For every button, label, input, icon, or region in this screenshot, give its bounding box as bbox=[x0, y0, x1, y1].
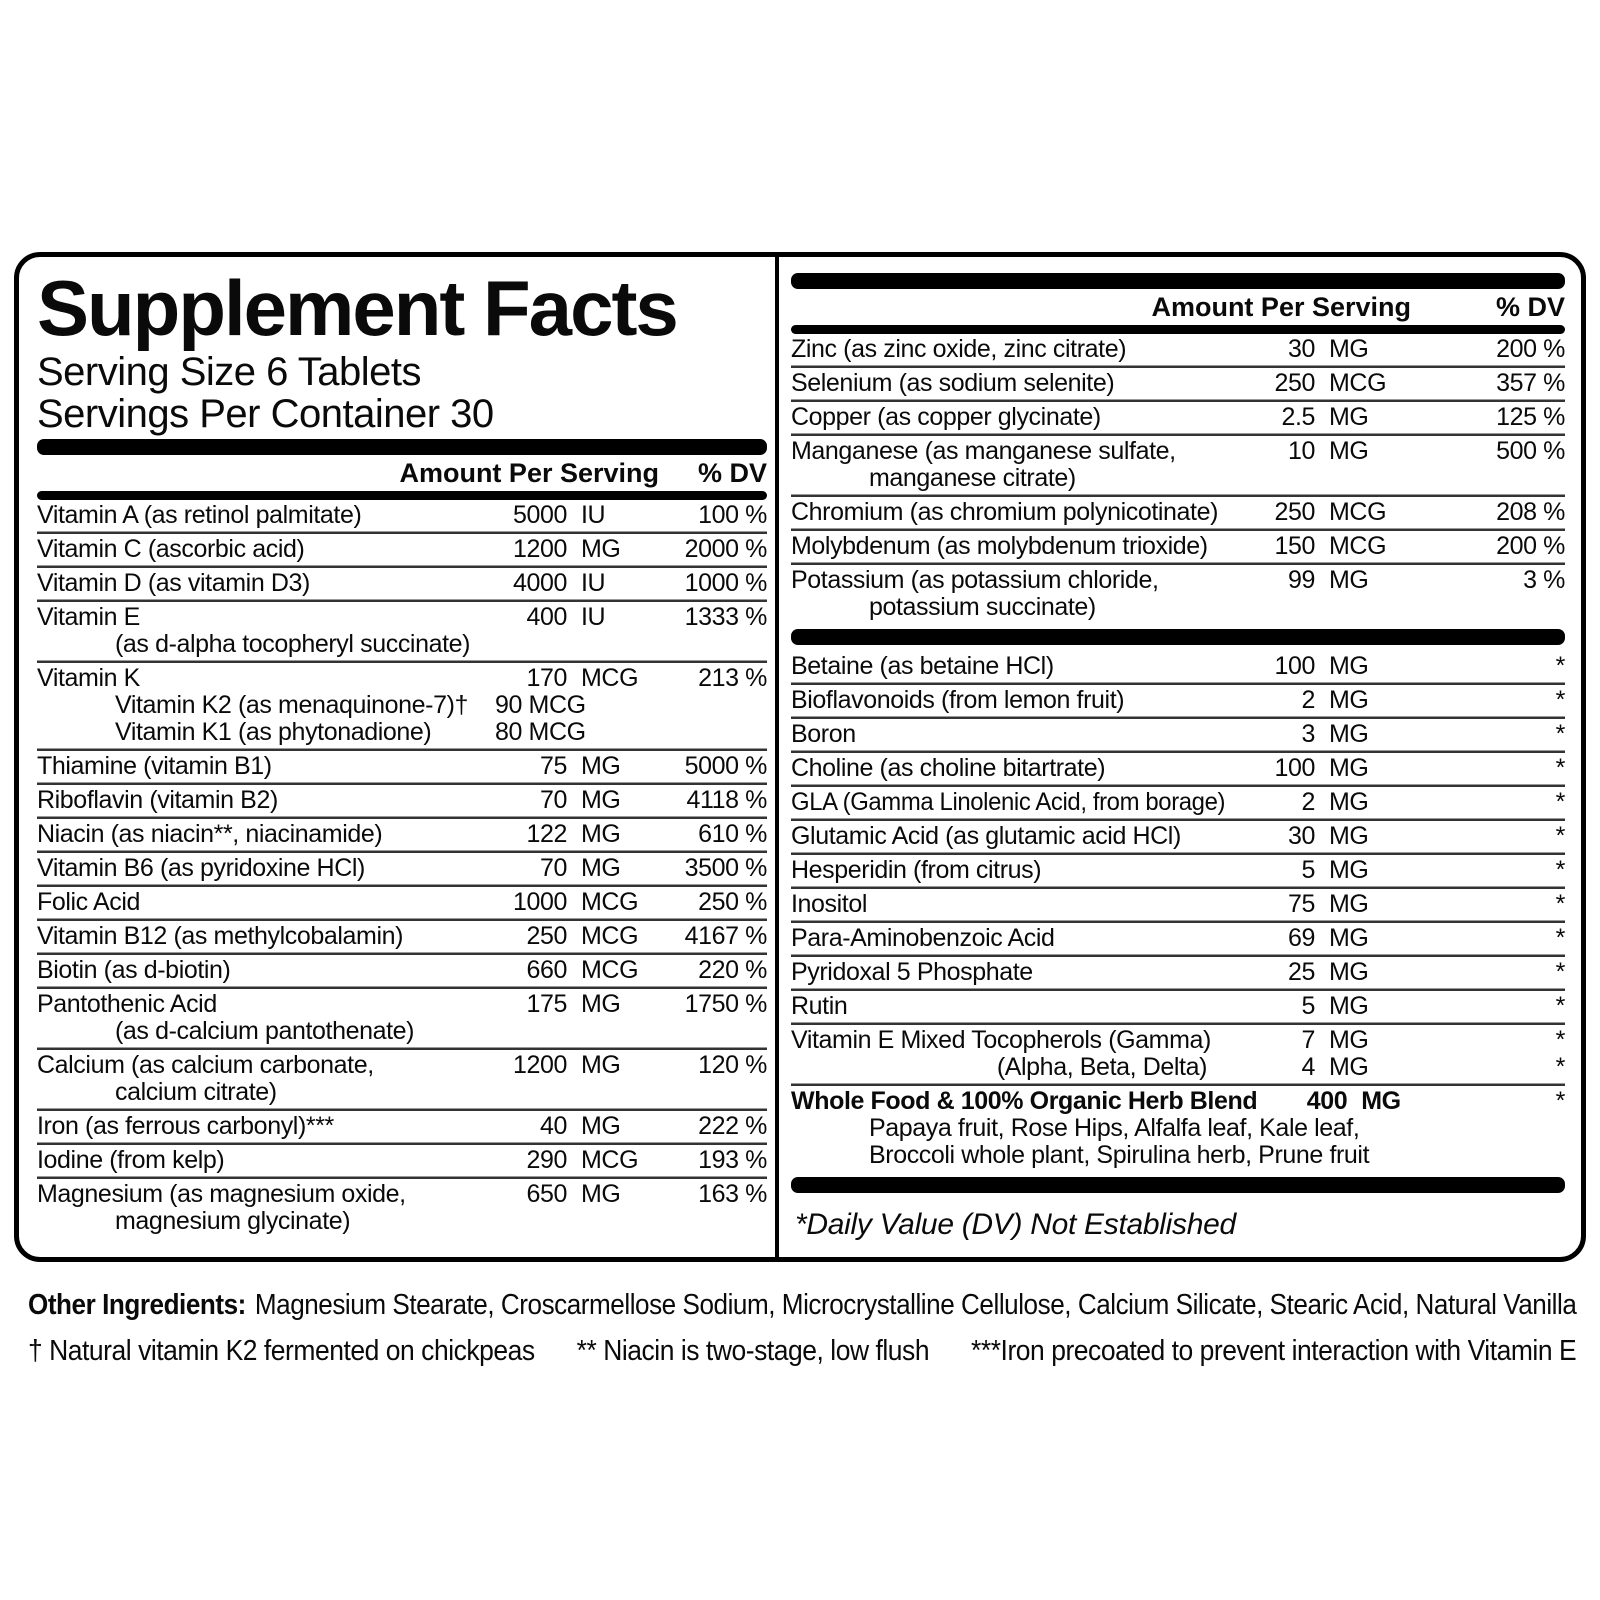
nutrient-amount: 290 bbox=[526, 1146, 567, 1174]
section-bar-thick bbox=[791, 273, 1565, 289]
nutrient-line bbox=[37, 923, 767, 950]
nutrient-name: Pantothenic Acid bbox=[37, 990, 217, 1018]
nutrient-dv: 2000 % bbox=[684, 535, 767, 563]
nutrient-row bbox=[791, 651, 1565, 682]
nutrient-line bbox=[37, 536, 767, 563]
nutrient-row bbox=[791, 957, 1565, 988]
nutrient-line bbox=[791, 891, 1565, 918]
left-column bbox=[19, 257, 775, 1257]
section-bar-thick bbox=[791, 629, 1565, 645]
dagger-footnote: † Natural vitamin K2 fermented on chickpeas bbox=[28, 1335, 535, 1367]
nutrient-line bbox=[37, 604, 767, 631]
nutrient-unit: MG bbox=[1361, 1087, 1401, 1115]
nutrient-line bbox=[791, 687, 1565, 714]
nutrient-amount: 1200 bbox=[512, 535, 567, 563]
nutrient-row bbox=[791, 991, 1565, 1022]
sub-nutrient-amount: 90 MCG bbox=[495, 691, 586, 719]
nutrient-name: Iodine (from kelp) bbox=[37, 1146, 225, 1174]
other-ingredients-label: Other Ingredients: bbox=[28, 1289, 246, 1321]
nutrient-row bbox=[37, 1145, 767, 1176]
nutrient-dv: * bbox=[1555, 992, 1565, 1020]
nutrient-row bbox=[37, 785, 767, 816]
nutrient-amount: 400 bbox=[1306, 1087, 1348, 1115]
nutrient-dv: 610 % bbox=[698, 820, 767, 848]
nutrient-row bbox=[791, 855, 1565, 886]
nutrient-row bbox=[37, 1111, 767, 1142]
symbol-footnotes-line bbox=[28, 1334, 1577, 1368]
nutrient-amount: 660 bbox=[526, 956, 567, 984]
nutrient-line bbox=[37, 1181, 767, 1208]
nutrient-unit: MG bbox=[581, 1112, 621, 1140]
nutrient-dv: * bbox=[1555, 788, 1565, 816]
nutrient-name: Copper (as copper glycinate) bbox=[791, 403, 1101, 431]
nutrient-line bbox=[791, 336, 1565, 363]
nutrient-amount: 100 bbox=[1274, 652, 1315, 680]
nutrient-unit: MG bbox=[581, 535, 621, 563]
nutrient-unit: MG bbox=[1329, 788, 1369, 816]
nutrient-row bbox=[791, 402, 1565, 433]
nutrient-line bbox=[37, 502, 767, 529]
nutrient-amount: 75 bbox=[539, 752, 567, 780]
nutrient-unit: MG bbox=[581, 854, 621, 882]
nutrient-name: Choline (as choline bitartrate) bbox=[791, 754, 1106, 782]
nutrient-dv: * bbox=[1555, 822, 1565, 850]
nutrient-line bbox=[791, 370, 1565, 397]
nutrient-row bbox=[791, 497, 1565, 528]
nutrient-name-continued: calcium citrate) bbox=[115, 1078, 277, 1106]
nutrient-name: Magnesium (as magnesium oxide, bbox=[37, 1180, 406, 1208]
nutrient-name: Hesperidin (from citrus) bbox=[791, 856, 1042, 884]
nutrient-line bbox=[37, 1052, 767, 1079]
nutrient-line bbox=[791, 925, 1565, 952]
nutrient-row bbox=[37, 887, 767, 918]
nutrient-row bbox=[791, 685, 1565, 716]
nutrient-name: Vitamin K bbox=[37, 664, 140, 692]
nutrient-dv: * bbox=[1555, 890, 1565, 918]
nutrient-name: Rutin bbox=[791, 992, 848, 1020]
nutrient-name: Vitamin D (as vitamin D3) bbox=[37, 569, 310, 597]
nutrient-amount: 70 bbox=[539, 786, 567, 814]
nutrient-unit: MCG bbox=[581, 922, 639, 950]
nutrient-row bbox=[37, 819, 767, 850]
nutrient-name: Zinc (as zinc oxide, zinc citrate) bbox=[791, 335, 1127, 363]
nutrient-amount: 250 bbox=[1274, 498, 1315, 526]
nutrient-amount: 99 bbox=[1287, 566, 1315, 594]
other-ingredients-text: Magnesium Stearate, Croscarmellose Sodium, Microcrystalline Cellulose, Calcium Silicate, Stearic Acid, Natural Vanilla bbox=[254, 1289, 1577, 1321]
nutrient-dv: 1333 % bbox=[684, 603, 767, 631]
nutrient-line bbox=[791, 1054, 1565, 1081]
nutrient-row bbox=[791, 719, 1565, 750]
nutrient-dv: 357 % bbox=[1496, 369, 1565, 397]
nutrient-row bbox=[37, 921, 767, 952]
nutrient-amount: 150 bbox=[1274, 532, 1315, 560]
nutrient-name: Inositol bbox=[791, 890, 868, 918]
nutrient-name: Boron bbox=[791, 720, 856, 748]
nutrient-row bbox=[791, 923, 1565, 954]
nutrient-unit: MG bbox=[1329, 822, 1369, 850]
nutrient-dv: 125 % bbox=[1496, 403, 1565, 431]
nutrient-name: Biotin (as d-biotin) bbox=[37, 956, 231, 984]
nutrient-line bbox=[37, 889, 767, 916]
nutrient-dv: 222 % bbox=[698, 1112, 767, 1140]
nutrient-dv: 3 % bbox=[1523, 566, 1565, 594]
nutrient-amount: 40 bbox=[539, 1112, 567, 1140]
nutrient-amount: 25 bbox=[1287, 958, 1315, 986]
nutrient-unit: MG bbox=[1329, 403, 1369, 431]
nutrient-unit: MCG bbox=[581, 664, 639, 692]
nutrient-line-continued bbox=[37, 1208, 767, 1235]
right-column bbox=[779, 257, 1581, 1257]
nutrient-line bbox=[791, 959, 1565, 986]
nutrient-line bbox=[791, 857, 1565, 884]
nutrient-amount: 122 bbox=[526, 820, 567, 848]
nutrient-line-continued bbox=[37, 1018, 767, 1045]
nutrient-line-continued bbox=[791, 594, 1565, 621]
nutrient-dv: * bbox=[1555, 1053, 1565, 1081]
nutrient-name: Molybdenum (as molybdenum trioxide) bbox=[791, 532, 1208, 560]
nutrient-row bbox=[37, 955, 767, 986]
supplement-facts-panel bbox=[14, 252, 1586, 1262]
nutrient-line bbox=[37, 570, 767, 597]
nutrient-name: Potassium (as potassium chloride, bbox=[791, 566, 1159, 594]
nutrient-unit: MCG bbox=[1329, 498, 1387, 526]
nutrient-name: Calcium (as calcium carbonate, bbox=[37, 1051, 374, 1079]
nutrient-row bbox=[791, 334, 1565, 365]
nutrient-unit: MG bbox=[1329, 686, 1369, 714]
nutrient-name: Thiamine (vitamin B1) bbox=[37, 752, 272, 780]
nutrient-name: Iron (as ferrous carbonyl)*** bbox=[37, 1112, 334, 1140]
section-bar-thick bbox=[37, 439, 767, 455]
nutrient-amount: 250 bbox=[526, 922, 567, 950]
nutrient-amount: 250 bbox=[1274, 369, 1315, 397]
nutrient-unit: MG bbox=[581, 1180, 621, 1208]
nutrient-dv: 1000 % bbox=[684, 569, 767, 597]
nutrient-name-continued: (as d-calcium pantothenate) bbox=[115, 1017, 415, 1045]
nutrient-unit: MG bbox=[581, 990, 621, 1018]
nutrient-unit: MCG bbox=[581, 956, 639, 984]
nutrient-line bbox=[37, 855, 767, 882]
nutrient-line bbox=[791, 721, 1565, 748]
nutrient-amount: 5 bbox=[1301, 856, 1315, 884]
nutrient-line-continued bbox=[791, 1142, 1565, 1169]
nutrient-row bbox=[791, 368, 1565, 399]
nutrient-row bbox=[791, 565, 1565, 623]
nutrient-row bbox=[37, 751, 767, 782]
nutrient-name: Vitamin E bbox=[37, 603, 140, 631]
nutrient-amount: 75 bbox=[1287, 890, 1315, 918]
nutrient-line bbox=[37, 1113, 767, 1140]
nutrient-name: Para-Aminobenzoic Acid bbox=[791, 924, 1055, 952]
nutrient-name: Vitamin E Mixed Tocopherols (Gamma) bbox=[791, 1026, 1211, 1054]
nutrient-name-continued: (as d-alpha tocopheryl succinate) bbox=[115, 630, 471, 658]
nutrient-line bbox=[791, 653, 1565, 680]
nutrient-line-continued bbox=[37, 1079, 767, 1106]
nutrient-row bbox=[791, 531, 1565, 562]
nutrient-dv: * bbox=[1555, 856, 1565, 884]
nutrient-line bbox=[791, 438, 1565, 465]
sub-nutrient-name: Vitamin K2 (as menaquinone-7)† bbox=[115, 691, 469, 719]
sub-nutrient-amount: 80 MCG bbox=[495, 718, 586, 746]
nutrient-dv: 200 % bbox=[1496, 532, 1565, 560]
nutrient-amount: 7 bbox=[1301, 1026, 1315, 1054]
nutrient-row bbox=[791, 889, 1565, 920]
nutrient-dv: 500 % bbox=[1496, 437, 1565, 465]
nutrient-name: Vitamin B12 (as methylcobalamin) bbox=[37, 922, 404, 950]
nutrient-amount: 4 bbox=[1301, 1053, 1315, 1081]
nutrient-row bbox=[37, 663, 767, 748]
nutrient-dv: * bbox=[1555, 1026, 1565, 1054]
nutrient-unit: MG bbox=[1329, 958, 1369, 986]
footnotes bbox=[28, 1288, 1576, 1368]
nutrient-name: Selenium (as sodium selenite) bbox=[791, 369, 1115, 397]
nutrient-line-continued bbox=[791, 465, 1565, 492]
nutrient-unit: MG bbox=[1329, 437, 1369, 465]
nutrient-row bbox=[791, 753, 1565, 784]
left-nutrient-rows bbox=[37, 500, 767, 1237]
nutrient-row bbox=[37, 534, 767, 565]
nutrient-name: Chromium (as chromium polynicotinate) bbox=[791, 498, 1219, 526]
nutrient-dv: * bbox=[1555, 1087, 1565, 1115]
sub-nutrient-name: Vitamin K1 (as phytonadione) bbox=[115, 718, 432, 746]
nutrient-amount: 100 bbox=[1274, 754, 1315, 782]
nutrient-unit: MG bbox=[581, 1051, 621, 1079]
nutrient-unit: IU bbox=[581, 603, 606, 631]
nutrient-amount: 4000 bbox=[512, 569, 567, 597]
nutrient-row bbox=[37, 1050, 767, 1108]
nutrient-dv: 120 % bbox=[698, 1051, 767, 1079]
nutrient-amount: 2 bbox=[1301, 686, 1315, 714]
panel-title: Supplement Facts bbox=[37, 264, 677, 352]
nutrient-line bbox=[791, 533, 1565, 560]
nutrient-row bbox=[791, 436, 1565, 494]
nutrient-line bbox=[791, 1088, 1565, 1115]
nutrient-name: Riboflavin (vitamin B2) bbox=[37, 786, 278, 814]
nutrient-dv: 220 % bbox=[698, 956, 767, 984]
nutrient-amount: 650 bbox=[526, 1180, 567, 1208]
nutrient-dv: * bbox=[1555, 958, 1565, 986]
nutrient-name-continued: manganese citrate) bbox=[869, 464, 1076, 492]
nutrient-line-continued bbox=[37, 631, 767, 658]
nutrient-line bbox=[791, 823, 1565, 850]
nutrient-unit: MG bbox=[1329, 856, 1369, 884]
nutrient-line bbox=[791, 499, 1565, 526]
nutrient-unit: MG bbox=[581, 820, 621, 848]
nutrient-dv: 100 % bbox=[698, 501, 767, 529]
nutrient-amount: 30 bbox=[1287, 822, 1315, 850]
column-headers bbox=[791, 289, 1565, 325]
nutrient-name: Niacin (as niacin**, niacinamide) bbox=[37, 820, 383, 848]
nutrient-amount: 175 bbox=[526, 990, 567, 1018]
nutrient-unit: MCG bbox=[1329, 532, 1387, 560]
nutrient-dv: 208 % bbox=[1496, 498, 1565, 526]
nutrient-amount: 400 bbox=[526, 603, 567, 631]
serving-size: Serving Size 6 Tablets bbox=[37, 350, 422, 394]
nutrient-name-continued: magnesium glycinate) bbox=[115, 1207, 351, 1235]
nutrient-row bbox=[791, 1086, 1565, 1171]
nutrient-line bbox=[37, 753, 767, 780]
other-ingredients-line bbox=[28, 1288, 1577, 1322]
nutrient-amount: 2.5 bbox=[1281, 403, 1315, 431]
nutrient-dv: 193 % bbox=[698, 1146, 767, 1174]
nutrient-unit: IU bbox=[581, 569, 606, 597]
nutrient-line bbox=[37, 957, 767, 984]
nutrient-name-continued: potassium succinate) bbox=[869, 593, 1096, 621]
section-bar-medium bbox=[37, 491, 767, 500]
nutrient-name: Vitamin B6 (as pyridoxine HCl) bbox=[37, 854, 365, 882]
nutrient-amount: 1200 bbox=[512, 1051, 567, 1079]
nutrient-name: Vitamin A (as retinol palmitate) bbox=[37, 501, 362, 529]
nutrient-amount: 70 bbox=[539, 854, 567, 882]
nutrient-row bbox=[37, 853, 767, 884]
section-bar-thick bbox=[791, 1177, 1565, 1193]
nutrient-dv: * bbox=[1555, 720, 1565, 748]
column-headers bbox=[37, 455, 767, 491]
nutrient-dv: 4118 % bbox=[686, 786, 767, 814]
nutrient-name-continued: Papaya fruit, Rose Hips, Alfalfa leaf, Kale leaf, bbox=[869, 1114, 1360, 1142]
nutrient-name-continued: Broccoli whole plant, Spirulina herb, Prune fruit bbox=[869, 1141, 1370, 1169]
nutrient-dv: 4167 % bbox=[684, 922, 767, 950]
nutrient-amount: 5 bbox=[1301, 992, 1315, 1020]
percent-dv-header: % DV bbox=[1495, 292, 1565, 322]
nutrient-unit: MG bbox=[1329, 335, 1369, 363]
right-nutrient-rows-minerals bbox=[791, 334, 1565, 623]
nutrient-unit: MCG bbox=[581, 888, 639, 916]
nutrient-unit: MG bbox=[581, 752, 621, 780]
nutrient-name: Betaine (as betaine HCl) bbox=[791, 652, 1054, 680]
nutrient-unit: MG bbox=[581, 786, 621, 814]
nutrient-line bbox=[37, 787, 767, 814]
nutrient-line-continued bbox=[791, 1115, 1565, 1142]
nutrient-row bbox=[791, 1025, 1565, 1083]
nutrient-amount: 2 bbox=[1301, 788, 1315, 816]
nutrient-row bbox=[37, 602, 767, 660]
nutrient-row bbox=[791, 787, 1565, 818]
nutrient-name: Manganese (as manganese sulfate, bbox=[791, 437, 1176, 465]
nutrient-line bbox=[791, 567, 1565, 594]
right-nutrient-rows-no-dv bbox=[791, 651, 1565, 1171]
amount-per-serving-header: Amount Per Serving bbox=[399, 458, 659, 488]
nutrient-row bbox=[37, 568, 767, 599]
nutrient-dv: 1750 % bbox=[684, 990, 767, 1018]
nutrient-dv: 5000 % bbox=[684, 752, 767, 780]
nutrient-dv: 250 % bbox=[698, 888, 767, 916]
nutrient-row bbox=[37, 1179, 767, 1237]
nutrient-row bbox=[791, 821, 1565, 852]
nutrient-dv: 163 % bbox=[698, 1180, 767, 1208]
nutrient-name: Vitamin C (ascorbic acid) bbox=[37, 535, 305, 563]
nutrient-unit: MG bbox=[1329, 890, 1369, 918]
nutrient-amount: 30 bbox=[1287, 335, 1315, 363]
nutrient-unit: MCG bbox=[581, 1146, 639, 1174]
daily-value-note: *Daily Value (DV) Not Established bbox=[795, 1208, 1236, 1241]
nutrient-line bbox=[791, 993, 1565, 1020]
nutrient-unit: MG bbox=[1329, 566, 1369, 594]
nutrient-unit: MG bbox=[1329, 754, 1369, 782]
nutrient-unit: MG bbox=[1329, 1026, 1369, 1054]
amount-per-serving-header: Amount Per Serving bbox=[1151, 292, 1411, 322]
nutrient-unit: IU bbox=[581, 501, 606, 529]
nutrient-unit: MG bbox=[1329, 1053, 1369, 1081]
nutrient-line bbox=[791, 789, 1565, 816]
iron-footnote: ***Iron precoated to prevent interaction with Vitamin E bbox=[971, 1335, 1577, 1367]
nutrient-dv: 213 % bbox=[698, 664, 767, 692]
nutrient-amount: 5000 bbox=[512, 501, 567, 529]
nutrient-row bbox=[37, 989, 767, 1047]
niacin-footnote: ** Niacin is two-stage, low flush bbox=[576, 1335, 930, 1367]
nutrient-line bbox=[37, 665, 767, 692]
nutrient-dv: 3500 % bbox=[684, 854, 767, 882]
nutrient-amount: 10 bbox=[1287, 437, 1315, 465]
nutrient-dv: * bbox=[1555, 652, 1565, 680]
nutrient-name: (Alpha, Beta, Delta) bbox=[996, 1053, 1207, 1081]
nutrient-line bbox=[791, 1027, 1565, 1054]
nutrient-name: Folic Acid bbox=[37, 888, 140, 916]
nutrient-dv: * bbox=[1555, 754, 1565, 782]
nutrient-unit: MG bbox=[1329, 652, 1369, 680]
servings-per-container: Servings Per Container 30 bbox=[37, 392, 494, 436]
nutrient-line bbox=[791, 755, 1565, 782]
nutrient-name: Whole Food & 100% Organic Herb Blend bbox=[791, 1087, 1258, 1115]
nutrient-name: GLA (Gamma Linolenic Acid, from borage) bbox=[791, 788, 1226, 816]
sub-nutrient-line bbox=[37, 719, 767, 746]
nutrient-name: Pyridoxal 5 Phosphate bbox=[791, 958, 1033, 986]
section-bar-medium bbox=[791, 325, 1565, 334]
nutrient-line bbox=[791, 404, 1565, 431]
nutrient-name: Glutamic Acid (as glutamic acid HCl) bbox=[791, 822, 1181, 850]
nutrient-line bbox=[37, 991, 767, 1018]
nutrient-amount: 3 bbox=[1301, 720, 1315, 748]
nutrient-unit: MG bbox=[1329, 992, 1369, 1020]
nutrient-amount: 69 bbox=[1287, 924, 1315, 952]
nutrient-line bbox=[37, 1147, 767, 1174]
nutrient-dv: * bbox=[1555, 924, 1565, 952]
nutrient-dv: 200 % bbox=[1496, 335, 1565, 363]
nutrient-unit: MG bbox=[1329, 924, 1369, 952]
nutrient-unit: MCG bbox=[1329, 369, 1387, 397]
nutrient-line bbox=[37, 821, 767, 848]
sub-nutrient-line bbox=[37, 692, 767, 719]
percent-dv-header: % DV bbox=[697, 458, 767, 488]
nutrient-row bbox=[37, 500, 767, 531]
nutrient-dv: * bbox=[1555, 686, 1565, 714]
nutrient-amount: 1000 bbox=[512, 888, 567, 916]
nutrient-unit: MG bbox=[1329, 720, 1369, 748]
nutrient-name: Bioflavonoids (from lemon fruit) bbox=[791, 686, 1125, 714]
nutrient-amount: 170 bbox=[526, 664, 567, 692]
